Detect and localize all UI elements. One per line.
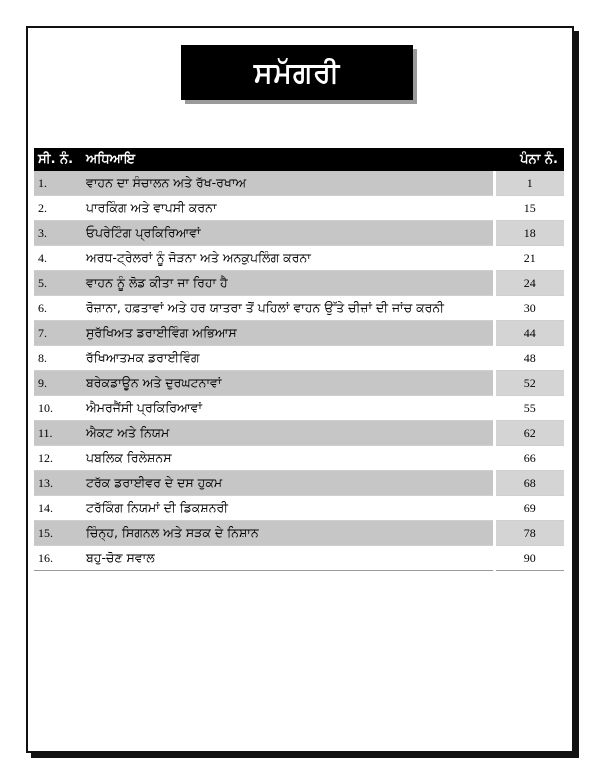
row-chapter-title: ਟਰੱਕ ਡਰਾਈਵਰ ਦੇ ਦਸ ਹੁਕਮ: [82, 471, 494, 496]
row-page-number: 66: [494, 446, 564, 471]
row-serial-number: 12.: [34, 446, 82, 471]
row-serial-number: 15.: [34, 521, 82, 546]
table-row: [34, 296, 564, 321]
row-chapter-title: ਅਰਧ-ਟ੍ਰੇਲਰਾਂ ਨੂੰ ਜੋੜਨਾ ਅਤੇ ਅਨਕੁਪਲਿੰਗ ਕਰਨਾ: [82, 246, 494, 271]
row-chapter-title: ਵਾਹਨ ਦਾ ਸੰਚਾਲਨ ਅਤੇ ਰੱਖ-ਰਖਾਅ: [82, 171, 494, 196]
row-page-number: 62: [494, 421, 564, 446]
row-page-number: 52: [494, 371, 564, 396]
header-serial-number: ਸੀ. ਨੰ.: [34, 148, 82, 171]
table-row: [34, 371, 564, 396]
row-chapter-title: ਬਹੁ-ਚੋਣ ਸਵਾਲ: [82, 546, 494, 571]
row-page-number: 44: [494, 321, 564, 346]
table-of-contents: [34, 148, 564, 571]
table-row: [34, 446, 564, 471]
row-chapter-title: ਐਮਰਜੈਂਸੀ ਪ੍ਰਕਿਰਿਆਵਾਂ: [82, 396, 494, 421]
row-page-number: 30: [494, 296, 564, 321]
row-chapter-title: ਬਰੇਕਡਾਊਨ ਅਤੇ ਦੁਰਘਟਨਾਵਾਂ: [82, 371, 494, 396]
row-chapter-title: ਵਾਹਨ ਨੂੰ ਲੋਡ ਕੀਤਾ ਜਾ ਰਿਹਾ ਹੈ: [82, 271, 494, 296]
table-row: [34, 521, 564, 546]
table-row: [34, 171, 564, 196]
table-body: [34, 171, 564, 571]
row-serial-number: 10.: [34, 396, 82, 421]
row-page-number: 68: [494, 471, 564, 496]
row-serial-number: 8.: [34, 346, 82, 371]
row-page-number: 69: [494, 496, 564, 521]
row-page-number: 78: [494, 521, 564, 546]
table-row: [34, 471, 564, 496]
table-row: [34, 546, 564, 571]
row-serial-number: 7.: [34, 321, 82, 346]
row-serial-number: 14.: [34, 496, 82, 521]
row-serial-number: 4.: [34, 246, 82, 271]
row-serial-number: 5.: [34, 271, 82, 296]
row-serial-number: 3.: [34, 221, 82, 246]
table-row: [34, 321, 564, 346]
row-chapter-title: ਐਕਟ ਅਤੇ ਨਿਯਮ: [82, 421, 494, 446]
row-serial-number: 16.: [34, 546, 82, 571]
table-row: [34, 221, 564, 246]
row-page-number: 24: [494, 271, 564, 296]
row-chapter-title: ਪਬਲਿਕ ਰਿਲੇਸ਼ਨਸ: [82, 446, 494, 471]
row-chapter-title: ਰੱਖਿਆਤਮਕ ਡਰਾਈਵਿੰਗ: [82, 346, 494, 371]
table-row: [34, 271, 564, 296]
row-chapter-title: ਟਰੱਕਿੰਗ ਨਿਯਮਾਂ ਦੀ ਡਿਕਸ਼ਨਰੀ: [82, 496, 494, 521]
table-row: [34, 421, 564, 446]
row-page-number: 90: [494, 546, 564, 571]
row-serial-number: 11.: [34, 421, 82, 446]
row-page-number: 48: [494, 346, 564, 371]
row-serial-number: 2.: [34, 196, 82, 221]
row-page-number: 1: [494, 171, 564, 196]
row-page-number: 18: [494, 221, 564, 246]
row-serial-number: 13.: [34, 471, 82, 496]
table-row: [34, 246, 564, 271]
table-row: [34, 346, 564, 371]
row-serial-number: 1.: [34, 171, 82, 196]
header-page-number: ਪੰਨਾ ਨੰ.: [494, 148, 564, 171]
page-title: ਸਮੱਗਰੀ: [181, 45, 413, 100]
header-chapter: ਅਧਿਆਇ: [82, 148, 494, 171]
row-chapter-title: ਓਪਰੇਟਿੰਗ ਪ੍ਰਕਿਰਿਆਵਾਂ: [82, 221, 494, 246]
row-chapter-title: ਚਿੰਨ੍ਹ, ਸਿਗਨਲ ਅਤੇ ਸੜਕ ਦੇ ਨਿਸ਼ਾਨ: [82, 521, 494, 546]
table-header-row: [34, 148, 564, 171]
row-page-number: 21: [494, 246, 564, 271]
table-row: [34, 496, 564, 521]
row-page-number: 15: [494, 196, 564, 221]
table-row: [34, 396, 564, 421]
row-serial-number: 6.: [34, 296, 82, 321]
table-row: [34, 196, 564, 221]
row-chapter-title: ਸੁਰੱਖਿਅਤ ਡਰਾਈਵਿੰਗ ਅਭਿਆਸ: [82, 321, 494, 346]
row-page-number: 55: [494, 396, 564, 421]
row-serial-number: 9.: [34, 371, 82, 396]
row-chapter-title: ਪਾਰਕਿੰਗ ਅਤੇ ਵਾਪਸੀ ਕਰਨਾ: [82, 196, 494, 221]
row-chapter-title: ਰੋਜ਼ਾਨਾ, ਹਫ਼ਤਾਵਾਂ ਅਤੇ ਹਰ ਯਾਤਰਾ ਤੋਂ ਪਹਿਲਾਂ ਵਾਹਨ ਉੱਤੇ ਚੀਜ਼ਾਂ ਦੀ ਜਾਂਚ ਕਰਨੀ: [82, 296, 494, 321]
